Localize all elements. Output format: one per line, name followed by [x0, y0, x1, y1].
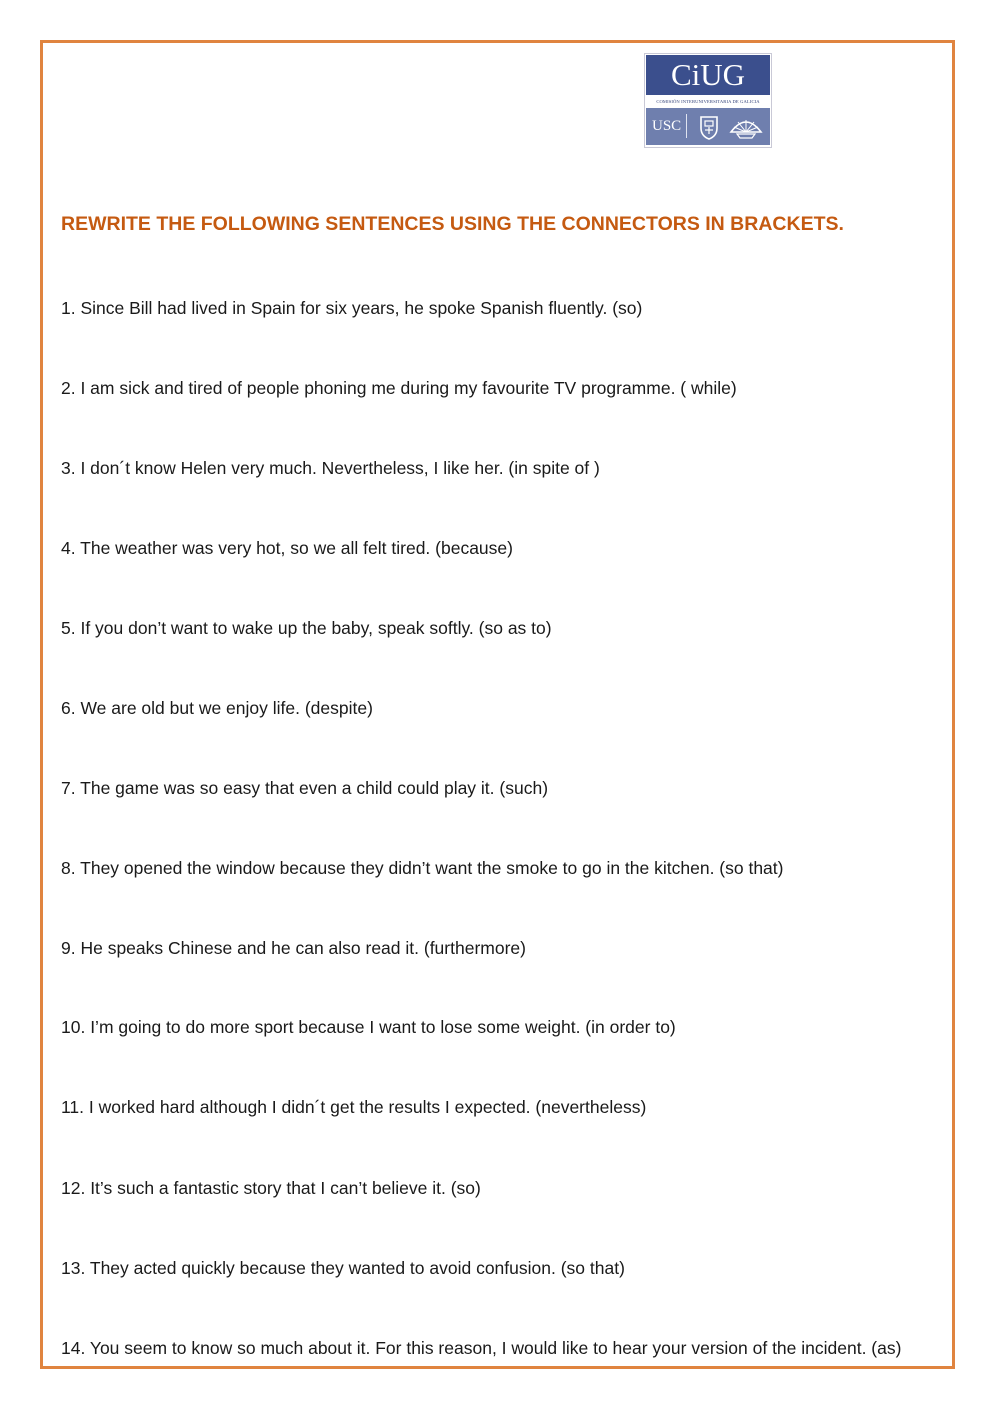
ciug-logo: [644, 53, 772, 148]
sentence-13: 13. They acted quickly because they wanted to avoid confusion. (so that): [61, 1258, 625, 1278]
sentence-7: 7. The game was so easy that even a child could play it. (such): [61, 778, 549, 798]
sentence-11: 11. I worked hard although I didn´t get the results I expected. (nevertheless): [61, 1097, 647, 1117]
logo-partner-band: [646, 108, 770, 145]
sentence-14: 14. You seem to know so much about it. For this reason, I would like to hear your version of the incident. (as): [61, 1338, 902, 1358]
sentence-3: 3. I don´t know Helen very much. Nevertheless, I like her. (in spite of ): [61, 458, 600, 478]
sentence-5: 5. If you don’t want to wake up the baby, speak softly. (so as to): [61, 618, 552, 638]
worksheet-title: REWRITE THE FOLLOWING SENTENCES USING THE CONNECTORS IN BRACKETS.: [61, 213, 844, 235]
sentence-2: 2. I am sick and tired of people phoning me during my favourite TV programme. ( while): [61, 378, 737, 398]
logo-wordmark: CiUG: [646, 55, 770, 95]
crest-icon: [698, 114, 720, 140]
sentence-9: 9. He speaks Chinese and he can also read it. (furthermore): [61, 938, 526, 958]
sentence-6: 6. We are old but we enjoy life. (despite): [61, 698, 373, 718]
sentence-4: 4. The weather was very hot, so we all felt tired. (because): [61, 538, 513, 558]
scallop-shell-icon: [728, 114, 764, 140]
usc-logo: USC: [652, 114, 687, 138]
sentence-12: 12. It’s such a fantastic story that I can’t believe it. (so): [61, 1178, 481, 1198]
sentence-8: 8. They opened the window because they didn’t want the smoke to go in the kitchen. (so that): [61, 858, 784, 878]
sentence-1: 1. Since Bill had lived in Spain for six years, he spoke Spanish fluently. (so): [61, 298, 643, 318]
logo-caption: COMISIÓN INTERUNIVERSITARIA DE GALICIA: [656, 99, 760, 104]
sentence-10: 10. I’m going to do more sport because I want to lose some weight. (in order to): [61, 1017, 676, 1037]
